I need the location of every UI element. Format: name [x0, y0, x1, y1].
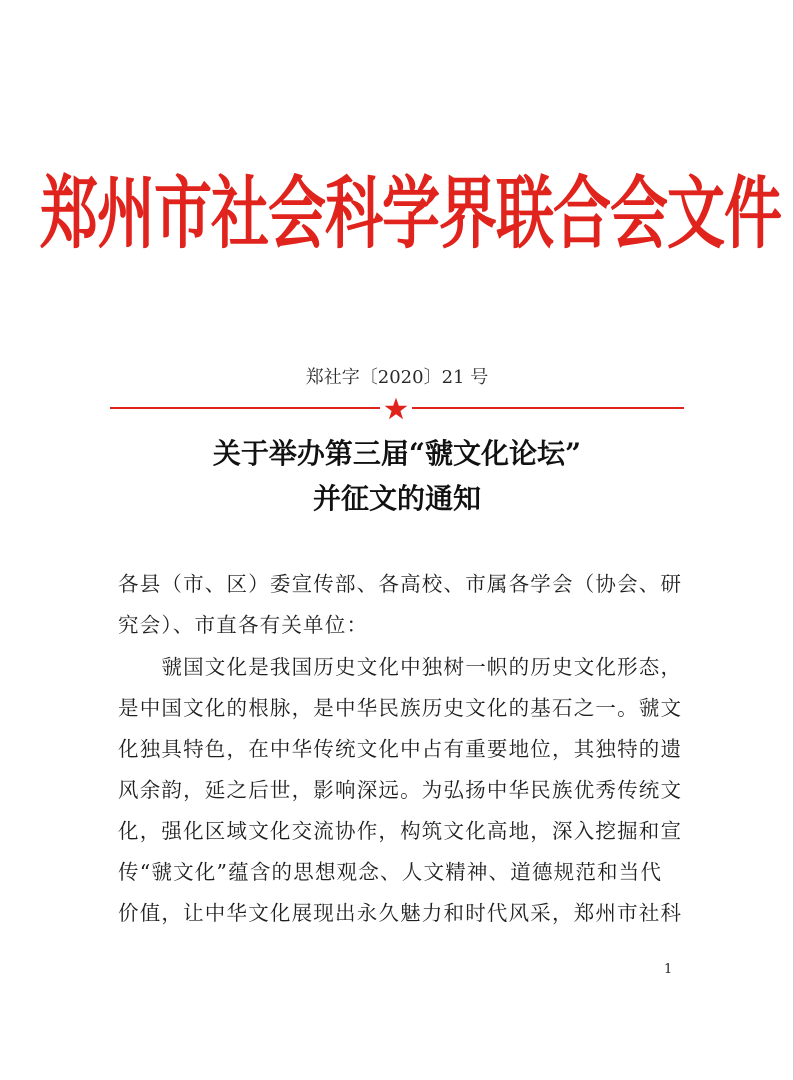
- body-text-line: 风余韵，延之后世，影响深远。为弘扬中华民族优秀传统文: [118, 778, 683, 802]
- body-text-line: 各县（市、区）委宣传部、各高校、市属各学会（协会、研: [118, 572, 683, 596]
- document-number: 郑社字〔2020〕21 号: [305, 367, 489, 388]
- body-text-line: 究会）、市直各有关单位：: [118, 613, 369, 637]
- body-text-line: 是中国文化的根脉，是中华民族历史文化的基石之一。虢文: [118, 696, 683, 720]
- divider-line-right: [412, 407, 684, 409]
- document-title-line-1: 关于举办第三届“虢文化论坛”: [212, 437, 582, 470]
- document-title-line-2: 并征文的通知: [312, 482, 481, 515]
- body-text-line: 价值，让中华文化展现出永久魅力和时代风采，郑州市社科: [118, 901, 683, 925]
- body-text-line: 虢国文化是我国历史文化中独树一帜的历史文化形态，: [118, 655, 683, 679]
- body-text-line: 化独具特色，在中华传统文化中占有重要地位，其独特的遗: [118, 737, 683, 761]
- organization-header: 郑州市社会科学界联合会文件: [40, 167, 782, 260]
- body-text-line: 传“虢文化”蕴含的思想观念、人文精神、道德规范和当代: [118, 860, 663, 884]
- divider-line-left: [110, 407, 380, 409]
- page-number: 1: [664, 962, 673, 977]
- body-text-line: 化，强化区域文化交流协作，构筑文化高地，深入挖掘和宣: [118, 819, 683, 843]
- red-star-icon: [383, 396, 409, 422]
